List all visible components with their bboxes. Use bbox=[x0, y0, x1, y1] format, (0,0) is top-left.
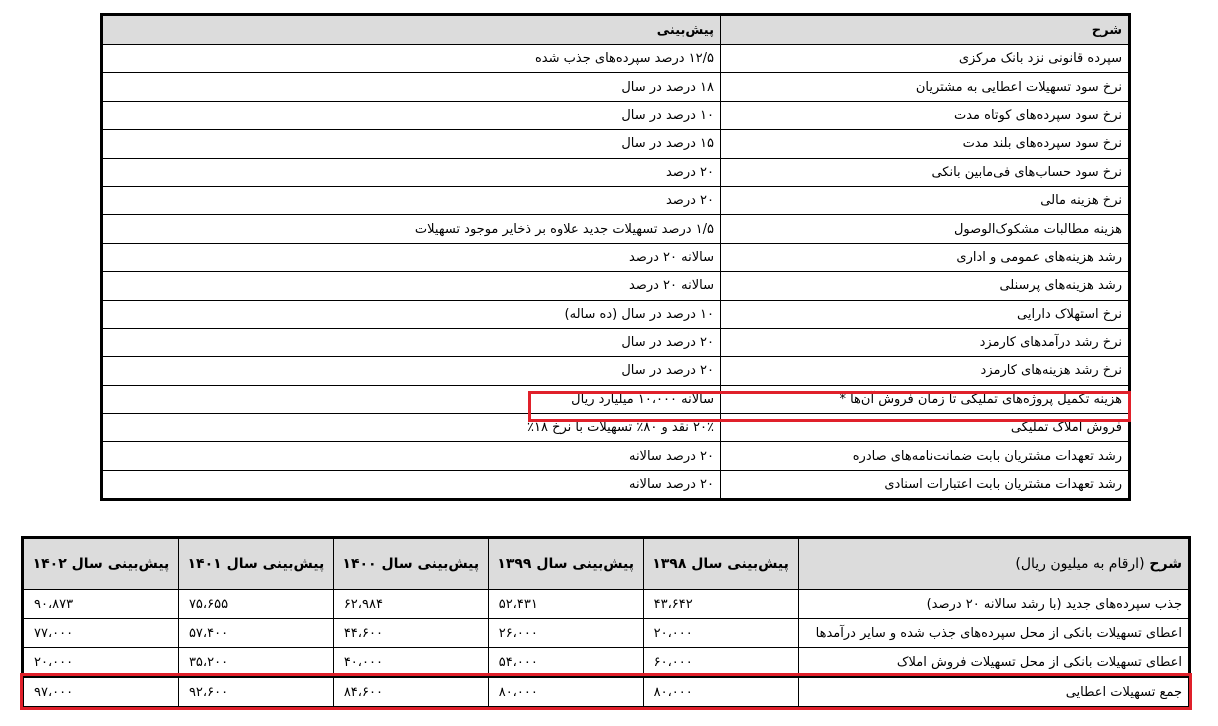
value-year-1402: ۲۰،۰۰۰ bbox=[23, 648, 179, 678]
row-forecast-value: سالانه ۲۰ درصد bbox=[102, 243, 721, 271]
header-forecast: پیش‌بینی bbox=[102, 15, 721, 45]
value-year-1400: ۶۲،۹۸۴ bbox=[333, 590, 488, 619]
table-row bbox=[102, 442, 1130, 470]
row-forecast-value: ۲۰ درصد سالانه bbox=[102, 470, 721, 499]
table-row bbox=[102, 385, 1130, 413]
forecast-header-row bbox=[23, 538, 1190, 590]
header-year-1400: پیش‌بینی سال ۱۴۰۰ bbox=[333, 538, 488, 590]
row-forecast-value: ۲۰ درصد bbox=[102, 158, 721, 186]
value-year-1398: ۴۳،۶۴۲ bbox=[643, 590, 798, 619]
value-year-1398: ۲۰،۰۰۰ bbox=[643, 619, 798, 648]
table-row bbox=[102, 215, 1130, 243]
value-year-1401: ۵۷،۴۰۰ bbox=[178, 619, 333, 648]
header-year-1398: پیش‌بینی سال ۱۳۹۸ bbox=[643, 538, 798, 590]
table-row bbox=[102, 272, 1130, 300]
row-forecast-value: ۱۰ درصد در سال (ده ساله) bbox=[102, 300, 721, 328]
row-forecast-value: ۲۰ درصد سالانه bbox=[102, 442, 721, 470]
row-forecast-value: ۲۰٪ نقد و ۸۰٪ تسهیلات با نرخ ۱۸٪ bbox=[102, 414, 721, 442]
row-forecast-value: سالانه ۲۰ درصد bbox=[102, 272, 721, 300]
row-description: نرخ استهلاک دارایی bbox=[721, 300, 1130, 328]
row-description: رشد تعهدات مشتریان بابت ضمانت‌نامه‌های صادره bbox=[721, 442, 1130, 470]
header-description: شرح bbox=[721, 15, 1130, 45]
value-year-1399: ۸۰،۰۰۰ bbox=[488, 677, 643, 708]
table-row bbox=[102, 357, 1130, 385]
assumptions-table bbox=[100, 13, 1131, 501]
row-forecast-value: ۱۲/۵ درصد سپرده‌های جذب شده bbox=[102, 45, 721, 73]
value-year-1399: ۵۴،۰۰۰ bbox=[488, 648, 643, 678]
forecast-table bbox=[21, 536, 1191, 709]
row-description: نرخ سود تسهیلات اعطایی به مشتریان bbox=[721, 73, 1130, 101]
row-description: اعطای تسهیلات بانکی از محل سپرده‌های جذب شده و سایر درآمدها bbox=[798, 619, 1190, 648]
row-description: هزینه مطالبات مشکوک‌الوصول bbox=[721, 215, 1130, 243]
row-description: رشد هزینه‌های عمومی و اداری bbox=[721, 243, 1130, 271]
header-year-1402: پیش‌بینی سال ۱۴۰۲ bbox=[23, 538, 179, 590]
header-description-label: شرح bbox=[1149, 556, 1182, 572]
table-row bbox=[102, 73, 1130, 101]
table-row bbox=[102, 101, 1130, 129]
table-row bbox=[102, 470, 1130, 499]
table-row bbox=[102, 186, 1130, 214]
header-year-1401: پیش‌بینی سال ۱۴۰۱ bbox=[178, 538, 333, 590]
value-year-1401: ۹۲،۶۰۰ bbox=[178, 677, 333, 708]
value-year-1400: ۴۰،۰۰۰ bbox=[333, 648, 488, 678]
row-description: جذب سپرده‌های جدید (با رشد سالانه ۲۰ درصد) bbox=[798, 590, 1190, 619]
value-year-1398: ۸۰،۰۰۰ bbox=[643, 677, 798, 708]
table-row bbox=[23, 590, 1190, 619]
header-unit: (ارقام به میلیون ریال) bbox=[1015, 556, 1145, 572]
table-row bbox=[23, 648, 1190, 678]
row-forecast-value: ۱۸ درصد در سال bbox=[102, 73, 721, 101]
row-description: فروش املاک تملیکی bbox=[721, 414, 1130, 442]
row-forecast-value: سالانه ۱۰،۰۰۰ میلیارد ریال bbox=[102, 385, 721, 413]
header-year-1399: پیش‌بینی سال ۱۳۹۹ bbox=[488, 538, 643, 590]
value-year-1400: ۸۴،۶۰۰ bbox=[333, 677, 488, 708]
table-row bbox=[102, 243, 1130, 271]
row-description: رشد تعهدات مشتریان بابت اعتبارات اسنادی bbox=[721, 470, 1130, 499]
row-description: اعطای تسهیلات بانکی از محل تسهیلات فروش املاک bbox=[798, 648, 1190, 678]
row-forecast-value: ۱/۵ درصد تسهیلات جدید علاوه بر ذخایر موجود تسهیلات bbox=[102, 215, 721, 243]
row-forecast-value: ۲۰ درصد در سال bbox=[102, 328, 721, 356]
row-description: سپرده قانونی نزد بانک مرکزی bbox=[721, 45, 1130, 73]
row-forecast-value: ۲۰ درصد bbox=[102, 186, 721, 214]
value-year-1401: ۳۵،۲۰۰ bbox=[178, 648, 333, 678]
row-description: نرخ سود سپرده‌های کوتاه مدت bbox=[721, 101, 1130, 129]
table-row bbox=[102, 158, 1130, 186]
row-forecast-value: ۱۵ درصد در سال bbox=[102, 130, 721, 158]
total-row bbox=[23, 677, 1190, 708]
row-description: نرخ رشد درآمدهای کارمزد bbox=[721, 328, 1130, 356]
row-description: نرخ سود سپرده‌های بلند مدت bbox=[721, 130, 1130, 158]
value-year-1401: ۷۵،۶۵۵ bbox=[178, 590, 333, 619]
assumptions-header-row bbox=[102, 15, 1130, 45]
value-year-1399: ۵۲،۴۳۱ bbox=[488, 590, 643, 619]
table-row bbox=[102, 300, 1130, 328]
table-row bbox=[23, 619, 1190, 648]
value-year-1402: ۷۷،۰۰۰ bbox=[23, 619, 179, 648]
value-year-1402: ۹۷،۰۰۰ bbox=[23, 677, 179, 708]
value-year-1402: ۹۰،۸۷۳ bbox=[23, 590, 179, 619]
value-year-1399: ۲۶،۰۰۰ bbox=[488, 619, 643, 648]
row-description: نرخ هزینه مالی bbox=[721, 186, 1130, 214]
header-description bbox=[798, 538, 1190, 590]
row-description: رشد هزینه‌های پرسنلی bbox=[721, 272, 1130, 300]
table-row bbox=[102, 328, 1130, 356]
row-description: جمع تسهیلات اعطایی bbox=[798, 677, 1190, 708]
value-year-1400: ۴۴،۶۰۰ bbox=[333, 619, 488, 648]
table-row bbox=[102, 130, 1130, 158]
row-description: هزینه تکمیل پروژه‌های تملیکی تا زمان فروش آن‌ها * bbox=[721, 385, 1130, 413]
table-row bbox=[102, 414, 1130, 442]
row-description: نرخ رشد هزینه‌های کارمزد bbox=[721, 357, 1130, 385]
table-row bbox=[102, 45, 1130, 73]
row-forecast-value: ۲۰ درصد در سال bbox=[102, 357, 721, 385]
value-year-1398: ۶۰،۰۰۰ bbox=[643, 648, 798, 678]
row-description: نرخ سود حساب‌های فی‌مابین بانکی bbox=[721, 158, 1130, 186]
row-forecast-value: ۱۰ درصد در سال bbox=[102, 101, 721, 129]
